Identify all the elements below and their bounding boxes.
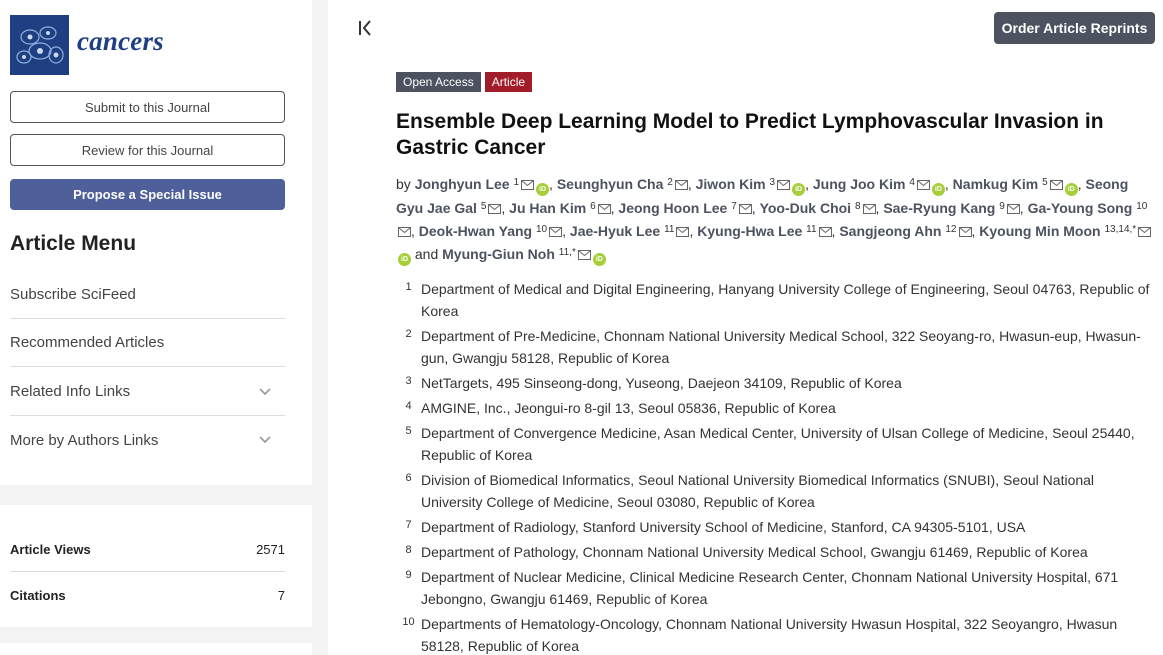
mail-icon[interactable] bbox=[1005, 200, 1020, 216]
author-name-link[interactable]: Jeong Hoon Lee bbox=[618, 200, 728, 216]
author-affiliation-sup: 5 bbox=[480, 201, 487, 212]
author-affiliation-sup: 10 bbox=[536, 224, 548, 235]
sidebar-panel-bottom bbox=[0, 643, 312, 655]
chevron-down-icon[interactable] bbox=[255, 430, 275, 450]
affiliation-number: 1 bbox=[405, 281, 412, 293]
orcid-icon[interactable]: iD bbox=[1065, 183, 1078, 196]
author-affiliation-sup: 7 bbox=[731, 201, 737, 212]
author-entry: Sae-Ryung Kang $^9$ , bbox=[883, 200, 1024, 216]
mail-icon[interactable] bbox=[674, 223, 689, 239]
author-entry: Seong Gyu Jae Gal $^5$ , bbox=[396, 176, 1129, 216]
orcid-icon[interactable]: iD bbox=[792, 183, 805, 196]
open-access-badge: Open Access bbox=[396, 72, 481, 92]
affiliation-number: 10 bbox=[402, 616, 415, 628]
menu-item-label: Related Info Links bbox=[10, 383, 131, 400]
author-entry: Kyung-Hwa Lee $^{11}$ , bbox=[697, 223, 836, 239]
orcid-icon[interactable]: iD bbox=[398, 253, 411, 266]
affiliation-text: Department of Pathology, Chonnam National University Medical School, Gwangju 61469, Republic of Korea bbox=[421, 544, 1088, 560]
author-entry bbox=[442, 246, 606, 262]
review-for-journal-button[interactable]: Review for this Journal bbox=[10, 134, 285, 166]
affiliation-item bbox=[396, 613, 1156, 655]
mail-icon[interactable] bbox=[737, 200, 752, 216]
affiliation-item bbox=[396, 325, 1156, 369]
author-name-link[interactable]: Namkug Kim bbox=[952, 176, 1039, 192]
affiliation-item bbox=[396, 278, 1156, 322]
author-name-link[interactable]: Sae-Ryung Kang bbox=[883, 200, 996, 216]
affiliation-number: 3 bbox=[405, 375, 412, 387]
author-name-link[interactable]: Yoo-Duk Choi bbox=[759, 200, 852, 216]
mail-icon[interactable] bbox=[673, 176, 688, 192]
article-type-badge: Article bbox=[485, 72, 532, 92]
article-menu-title: Article Menu bbox=[10, 232, 137, 255]
mail-icon[interactable] bbox=[519, 176, 534, 192]
author-affiliation-sup: 11 bbox=[806, 224, 817, 235]
author-name-link[interactable]: Ju Han Kim bbox=[509, 200, 587, 216]
author-name-link[interactable]: Jae-Hyuk Lee bbox=[569, 223, 661, 239]
affiliation-text: Department of Pre-Medicine, Chonnam National University Medical School, 322 Seoyang-ro, Hwasun-eup, Hwasun-gun, Gwangju 58128, Republic of Korea bbox=[421, 328, 1141, 366]
submit-to-journal-button[interactable]: Submit to this Journal bbox=[10, 91, 285, 123]
article-views-value: 2571 bbox=[256, 541, 285, 557]
orcid-icon[interactable]: iD bbox=[932, 183, 945, 196]
author-entry: Jonghyun Lee $^1$iD , bbox=[415, 176, 553, 192]
affiliation-item bbox=[396, 541, 1156, 563]
affiliation-number: 2 bbox=[405, 328, 412, 340]
author-name-link[interactable]: Kyoung Min Moon bbox=[979, 223, 1101, 239]
affiliation-text: Department of Nuclear Medicine, Clinical Medicine Research Center, Chonnam National University Hospital, 671 Jebongno, Gwangju 61469, Republic of Korea bbox=[421, 569, 1119, 607]
author-affiliation-sup: 13,14,* bbox=[1104, 224, 1137, 235]
affiliation-number: 8 bbox=[405, 544, 412, 556]
affiliation-text: Department of Medical and Digital Engineering, Hanyang University College of Engineering, Seoul 04763, Republic of Korea bbox=[421, 281, 1150, 319]
article-views-label: Article Views bbox=[10, 541, 91, 557]
affiliation-text: AMGINE, Inc., Jeongui-ro 8-gil 13, Seoul 05836, Republic of Korea bbox=[421, 400, 836, 416]
orcid-icon[interactable]: iD bbox=[536, 183, 549, 196]
author-affiliation-sup: 4 bbox=[909, 177, 915, 188]
affiliation-text: Division of Biomedical Informatics, Seoul National University Biomedical Informatics (SNUBI), Seoul National University College of Medicine, Seoul 03080, Republic of Korea bbox=[421, 472, 1095, 510]
affiliation-number: 7 bbox=[405, 519, 412, 531]
affiliations-list bbox=[396, 278, 1156, 655]
author-affiliation-sup: 11 bbox=[664, 224, 675, 235]
article-stats-panel bbox=[0, 505, 312, 627]
collapse-sidebar-icon[interactable] bbox=[356, 18, 376, 38]
author-entry: Jeong Hoon Lee $^7$ , bbox=[618, 200, 756, 216]
and-label: and bbox=[411, 246, 443, 262]
author-affiliation-sup: 5 bbox=[1042, 177, 1048, 188]
author-affiliation-sup: 2 bbox=[667, 177, 673, 188]
affiliation-text: Department of Convergence Medicine, Asan Medical Center, University of Ulsan College of Medicine, Seoul 25440, Republic of Korea bbox=[421, 425, 1135, 463]
mail-icon[interactable] bbox=[596, 200, 611, 216]
article-badges bbox=[396, 72, 532, 92]
journal-panel bbox=[0, 0, 312, 485]
orcid-icon[interactable]: iD bbox=[593, 253, 606, 266]
author-name-link[interactable]: Kyung-Hwa Lee bbox=[697, 223, 803, 239]
author-affiliation-sup: 3 bbox=[769, 177, 776, 188]
journal-logo[interactable] bbox=[10, 15, 69, 75]
affiliation-text: Departments of Hematology-Oncology, Chonnam National University Hwasun Hospital, 322 Seoyangro, Hwasun 58128, Republic of Korea bbox=[421, 616, 1118, 654]
affiliation-number: 5 bbox=[405, 425, 412, 437]
author-entry: Ga-Young Song $^{10}$, bbox=[396, 200, 1147, 239]
mail-icon[interactable] bbox=[1136, 223, 1151, 239]
author-affiliation-sup: 11,* bbox=[558, 247, 576, 258]
author-affiliation-sup: 1 bbox=[513, 177, 520, 188]
author-name-link[interactable]: Seong Gyu Jae Gal bbox=[396, 176, 1129, 216]
mail-icon[interactable] bbox=[817, 223, 832, 239]
menu-item-subscribe-scifeed[interactable] bbox=[10, 271, 285, 319]
mail-icon[interactable] bbox=[861, 200, 876, 216]
affiliation-number: 4 bbox=[405, 400, 412, 412]
affiliation-number: 9 bbox=[405, 569, 412, 581]
citations-row bbox=[10, 573, 285, 618]
author-name-link[interactable]: Deok-Hwan Yang bbox=[418, 223, 533, 239]
article-main bbox=[328, 0, 1163, 655]
author-name-link[interactable]: Jung Joo Kim bbox=[812, 176, 906, 192]
affiliation-item bbox=[396, 469, 1156, 513]
author-entry: Seunghyun Cha $^2$ , bbox=[556, 176, 692, 192]
mail-icon[interactable] bbox=[576, 246, 591, 262]
author-affiliation-sup: 8 bbox=[854, 201, 861, 212]
menu-item-label: More by Authors Links bbox=[10, 431, 159, 449]
affiliation-item bbox=[396, 372, 1156, 394]
author-entry: Namkug Kim $^5$iD , bbox=[949, 176, 1082, 192]
menu-item-recommended-articles[interactable] bbox=[10, 319, 285, 367]
author-entry: Jung Joo Kim $^4$iD , bbox=[809, 176, 949, 192]
journal-name[interactable]: cancers bbox=[77, 26, 164, 56]
affiliation-item bbox=[396, 422, 1156, 466]
author-name-link[interactable]: Sangjeong Ahn bbox=[839, 223, 942, 239]
citations-label: Citations bbox=[10, 588, 66, 603]
mail-icon[interactable] bbox=[396, 223, 411, 239]
citations-value: 7 bbox=[277, 588, 285, 603]
author-entry: Yoo-Duk Choi $^8$ , bbox=[759, 200, 880, 216]
affiliation-item bbox=[396, 566, 1156, 610]
mail-icon[interactable] bbox=[915, 176, 930, 192]
author-entry: Sangjeong Ahn $^{12}$ , bbox=[839, 223, 976, 239]
author-entry: Jae-Hyuk Lee $^{11}$ , bbox=[569, 223, 694, 239]
mail-icon[interactable] bbox=[957, 223, 972, 239]
mail-icon[interactable] bbox=[775, 176, 790, 192]
mail-icon[interactable] bbox=[1048, 176, 1063, 192]
affiliation-number: 6 bbox=[405, 472, 412, 484]
menu-item-more-by-authors-links[interactable] bbox=[10, 416, 285, 464]
sidebar bbox=[0, 0, 312, 655]
author-list bbox=[396, 172, 1156, 266]
menu-item-label: Subscribe SciFeed bbox=[10, 286, 136, 303]
affiliation-item bbox=[396, 516, 1156, 538]
author-entry: Jiwon Kim $^3$iD , bbox=[692, 176, 809, 192]
author-name-link[interactable]: Seunghyun Cha bbox=[556, 176, 664, 192]
affiliation-text: Department of Radiology, Stanford University School of Medicine, Stanford, CA 94305-5101, USA bbox=[421, 519, 1026, 535]
author-name-link[interactable]: Jonghyun Lee bbox=[414, 176, 510, 192]
article-title: Ensemble Deep Learning Model to Predict Lymphovascular Invasion in Gastric Cancer bbox=[396, 110, 1104, 159]
propose-special-issue-button[interactable]: Propose a Special Issue bbox=[10, 179, 285, 210]
menu-item-label: Recommended Articles bbox=[10, 334, 165, 351]
article-views-row bbox=[10, 527, 285, 572]
author-affiliation-sup: 10 bbox=[1136, 201, 1148, 212]
affiliation-text: NetTargets, 495 Sinseong-dong, Yuseong, Daejeon 34109, Republic of Korea bbox=[421, 375, 902, 391]
mail-icon[interactable] bbox=[486, 200, 501, 216]
author-entry: Ju Han Kim $^6$ , bbox=[509, 200, 615, 216]
author-name-link[interactable]: Jiwon Kim bbox=[695, 176, 766, 192]
author-name-link[interactable]: Ga-Young Song bbox=[1027, 200, 1133, 216]
chevron-down-icon[interactable] bbox=[255, 382, 275, 402]
author-affiliation-sup: 9 bbox=[999, 201, 1005, 212]
mail-icon[interactable] bbox=[547, 223, 562, 239]
menu-item-related-info-links[interactable] bbox=[10, 368, 285, 416]
author-affiliation-sup: 6 bbox=[590, 201, 596, 212]
author-name-link[interactable]: Myung-Giun Noh bbox=[442, 246, 555, 262]
author-entry: Deok-Hwan Yang $^{10}$ , bbox=[418, 223, 567, 239]
affiliation-item bbox=[396, 397, 1156, 419]
order-reprints-button[interactable]: Order Article Reprints bbox=[994, 12, 1155, 44]
author-affiliation-sup: 12 bbox=[945, 224, 957, 235]
by-label: by bbox=[396, 176, 411, 192]
